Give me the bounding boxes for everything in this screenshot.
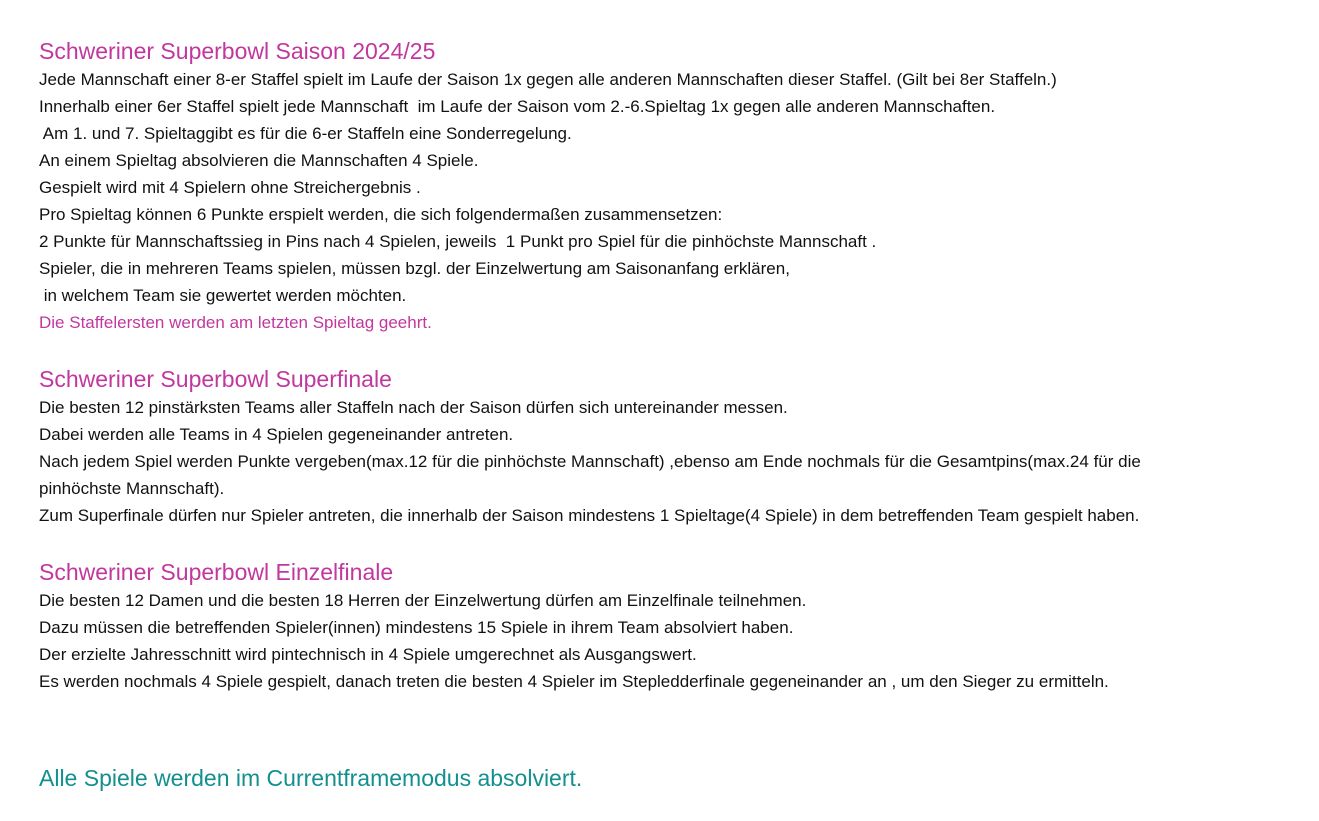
superfinale-rule-line: pinhöchste Mannschaft). bbox=[39, 479, 225, 498]
superfinale-rule-line: Zum Superfinale dürfen nur Spieler antreten, die innerhalb der Saison mindestens 1 Spieltage(4 Spiele) in dem betreffenden Team gespielt haben. bbox=[39, 506, 1140, 525]
superfinale-rule-line: Dabei werden alle Teams in 4 Spielen gegeneinander antreten. bbox=[39, 425, 514, 444]
season-rule-line: 2 Punkte für Mannschaftssieg in Pins nach 4 Spielen, jeweils 1 Punkt pro Spiel für die pinhöchste Mannschaft . bbox=[39, 232, 877, 251]
season-section bbox=[39, 36, 1315, 336]
superfinale-heading: Schweriner Superbowl Superfinale bbox=[39, 366, 392, 392]
season-rule-line: Spieler, die in mehreren Teams spielen, müssen bzgl. der Einzelwertung am Saisonanfang erklären, bbox=[39, 259, 790, 278]
season-heading: Schweriner Superbowl Saison 2024/25 bbox=[39, 38, 436, 64]
season-rule-line: Am 1. und 7. Spieltaggibt es für die 6-er Staffeln eine Sonderregelung. bbox=[39, 124, 572, 143]
rules-document bbox=[39, 36, 1315, 695]
season-rule-line: Gespielt wird mit 4 Spielern ohne Streichergebnis . bbox=[39, 178, 421, 197]
superfinale-rule-line: Nach jedem Spiel werden Punkte vergeben(max.12 für die pinhöchste Mannschaft) ,ebenso am Ende nochmals für die Gesamtpins(max.24 für die bbox=[39, 452, 1141, 471]
season-rule-line: Innerhalb einer 6er Staffel spielt jede Mannschaft im Laufe der Saison vom 2.-6.Spieltag 1x gegen alle anderen Mannschaften. bbox=[39, 97, 996, 116]
season-rule-line: in welchem Team sie gewertet werden möchten. bbox=[39, 286, 407, 305]
season-rule-line: Jede Mannschaft einer 8-er Staffel spielt im Laufe der Saison 1x gegen alle anderen Mannschaften dieser Staffel. (Gilt bei 8er Staffeln.) bbox=[39, 70, 1057, 89]
einzelfinale-rule-line: Dazu müssen die betreffenden Spieler(innen) mindestens 15 Spiele in ihrem Team absolviert haben. bbox=[39, 618, 794, 637]
currentframe-mode-note: Alle Spiele werden im Currentframemodus absolviert. bbox=[39, 765, 583, 791]
einzelfinale-rule-line: Die besten 12 Damen und die besten 18 Herren der Einzelwertung dürfen am Einzelfinale teilnehmen. bbox=[39, 591, 807, 610]
superfinale-section bbox=[39, 364, 1315, 529]
season-rule-line: Pro Spieltag können 6 Punkte erspielt werden, die sich folgendermaßen zusammensetzen: bbox=[39, 205, 723, 224]
einzelfinale-rule-line: Der erzielte Jahresschnitt wird pintechnisch in 4 Spiele umgerechnet als Ausgangswert. bbox=[39, 645, 697, 664]
season-rule-line: An einem Spieltag absolvieren die Mannschaften 4 Spiele. bbox=[39, 151, 479, 170]
superfinale-rule-line: Die besten 12 pinstärksten Teams aller Staffeln nach der Saison dürfen sich untereinander messen. bbox=[39, 398, 788, 417]
einzelfinale-heading: Schweriner Superbowl Einzelfinale bbox=[39, 559, 394, 585]
einzelfinale-section bbox=[39, 557, 1315, 695]
einzelfinale-rule-line: Es werden nochmals 4 Spiele gespielt, danach treten die besten 4 Spieler im Stepledderfinale gegeneinander an , um den Sieger zu ermitteln. bbox=[39, 672, 1109, 691]
season-honors-note: Die Staffelersten werden am letzten Spieltag geehrt. bbox=[39, 313, 432, 332]
